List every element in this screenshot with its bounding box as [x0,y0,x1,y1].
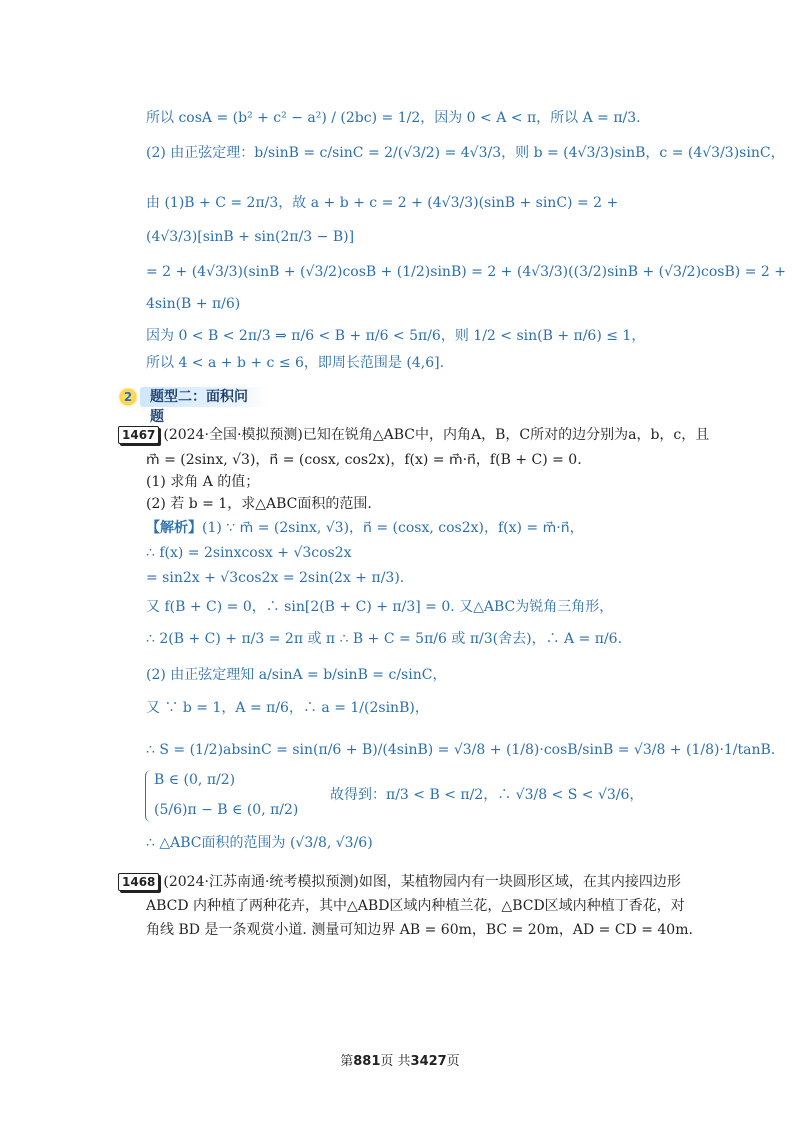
question-1467-stem-text: (2024·全国·模拟预测)已知在锐角△ABC中，内角A，B，C所对的边分别为a，b，c，且 [163,427,710,443]
footer-mid: 页 共 [380,1054,411,1069]
question-1468-line-3: 角线 BD 是一条观赏小道. 测量可知边界 AB = 60m，BC = 20m，AD = CD = 40m. [146,922,693,938]
prev-solution-line-8: 所以 4 < a + b + c ≤ 6，即周长范围是 (4,6]. [146,355,445,371]
solution-text: (1) ∵ m⃗ = (2sinx, √3)，n⃗ = (cosx, cos2x)，f(x) = m⃗·n⃗， [202,520,584,536]
question-1467-condition-2: (5/6)π − B ∈ (0, π/2) [154,802,299,818]
question-1467-solution-line-7: 又 ∵ b = 1，A = π/6，∴ a = 1/(2sinB)， [146,700,429,716]
question-1467-solution-line-4: 又 f(B + C) = 0，∴ sin[2(B + C) + π/3] = 0. 又△ABC为锐角三角形， [146,599,614,615]
question-1467-stem-line-1 [118,425,709,445]
question-1468-line-1 [118,872,681,892]
question-1467-solution-line-6: (2) 由正弦定理知 a/sinA = b/sinB = c/sinC， [146,667,447,683]
prev-solution-line-7: 因为 0 < B < 2π/3 ⇒ π/6 < B + π/6 < 5π/6，则 1/2 < sin(B + π/6) ≤ 1， [146,328,646,344]
question-1467-part-2: (2) 若 b = 1，求△ABC面积的范围. [146,496,372,512]
footer-prefix: 第 [340,1054,354,1069]
case-brace [145,770,152,822]
prev-solution-line-1: 所以 cosA = (b² + c² − a²) / (2bc) = 1/2，因为 0 < A < π，所以 A = π/3. [146,110,641,126]
section-title: 题型二：面积问题 [140,387,268,407]
question-1467-solution-line-2: ∴ f(x) = 2sinxcosx + √3cos2x [146,545,352,561]
question-number-1468: 1468 [118,873,159,891]
question-1467-part-1: (1) 求角 A 的值； [146,474,260,490]
prev-solution-line-6: 4sin(B + π/6) [146,296,241,312]
prev-solution-line-4: (4√3/3)[sinB + sin(2π/3 − B)] [146,229,355,245]
section-header [118,385,268,425]
page-footer [0,1050,800,1069]
question-1467-solution-range-b: 故得到：π/3 < B < π/2，∴ √3/8 < S < √3/6， [330,787,644,803]
prev-solution-line-5: = 2 + (4√3/3)(sinB + (√3/2)cosB + (1/2)sinB) = 2 + (4√3/3)((3/2)sinB + (√3/2)cosB) = 2 + [146,264,786,280]
question-1467-solution-line-1 [146,518,584,538]
question-1468-text: (2024·江苏南通·统考模拟预测)如图，某植物园内有一块圆形区域，在其内接四边形 [163,874,681,890]
prev-solution-line-3: 由 (1)B + C = 2π/3，故 a + b + c = 2 + (4√3/3)(sinB + sinC) = 2 + [146,195,619,211]
question-1467-stem-line-2: m⃗ = (2sinx, √3)，n⃗ = (cosx, cos2x)，f(x) = m⃗·n⃗，f(B + C) = 0. [146,452,582,468]
analysis-label: 【解析】 [146,520,202,536]
question-1467-solution-conclusion: ∴ △ABC面积的范围为 (√3/8, √3/6) [146,835,373,851]
question-number-1467: 1467 [118,426,159,444]
prev-solution-line-2: (2) 由正弦定理：b/sinB = c/sinC = 2/(√3/2) = 4√3/3，则 b = (4√3/3)sinB，c = (4√3/3)sinC， [146,145,785,161]
question-1467-condition-1: B ∈ (0, π/2) [154,772,236,788]
footer-suffix: 页 [446,1054,460,1069]
question-1468-line-2: ABCD 内种植了两种花卉，其中△ABD区域内种植兰花，△BCD区域内种植丁香花，对 [146,898,685,914]
question-1467-solution-line-5: ∴ 2(B + C) + π/3 = 2π 或 π ∴ B + C = 5π/6 或 π/3(舍去)，∴ A = π/6. [146,631,623,647]
section-star-badge: 2 [118,387,138,407]
footer-total-pages: 3427 [410,1054,447,1069]
question-1467-solution-line-3: = sin2x + √3cos2x = 2sin(2x + π/3). [146,570,405,586]
footer-page-number: 881 [353,1054,381,1069]
question-1467-solution-line-8: ∴ S = (1/2)absinC = sin(π/6 + B)/(4sinB) = √3/8 + (1/8)·cosB/sinB = √3/8 + (1/8)·1/tanB. [146,742,776,758]
